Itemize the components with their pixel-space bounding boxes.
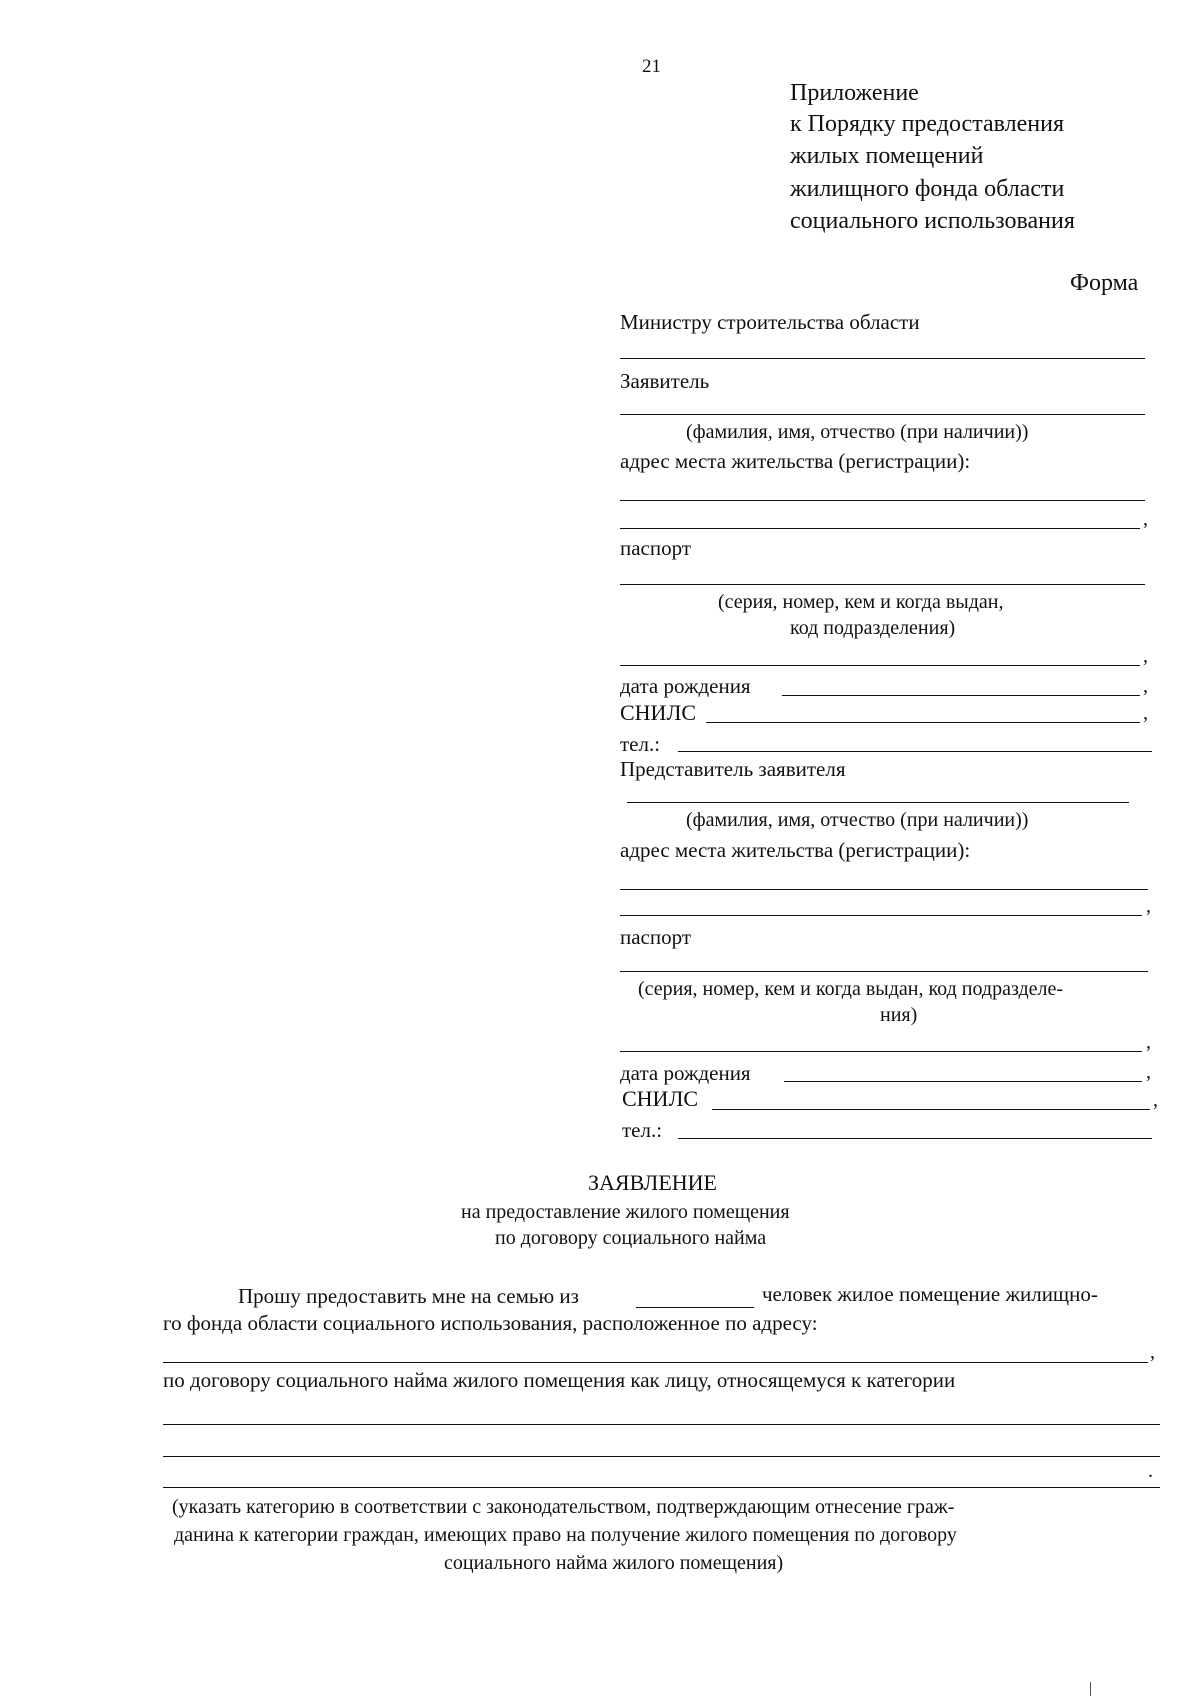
comma: , bbox=[1146, 1031, 1151, 1053]
applicant-phone-line bbox=[678, 751, 1152, 752]
comma: , bbox=[1143, 645, 1148, 667]
recipient-label: Министру строительства области bbox=[620, 310, 920, 334]
appendix-line: социального использования bbox=[790, 208, 1075, 234]
representative-birth-label: дата рождения bbox=[620, 1061, 751, 1085]
applicant-passport-hint: (серия, номер, кем и когда выдан, bbox=[718, 591, 1004, 613]
applicant-address-line-2 bbox=[620, 528, 1140, 529]
representative-phone-line bbox=[678, 1138, 1152, 1139]
representative-address-line-2 bbox=[620, 915, 1142, 916]
representative-phone-label: тел.: bbox=[622, 1118, 663, 1142]
appendix-line: жилых помещений bbox=[790, 143, 984, 169]
representative-snils-label: СНИЛС bbox=[622, 1086, 699, 1111]
body-line: по договору социального найма жилого помещения как лицу, относящемуся к категории bbox=[163, 1368, 956, 1392]
representative-address-label: адрес места жительства (регистрации): bbox=[620, 838, 971, 862]
applicant-passport-line-2 bbox=[620, 665, 1140, 666]
comma: , bbox=[1143, 702, 1148, 724]
applicant-birth-line bbox=[782, 695, 1140, 696]
category-note: данина к категории граждан, имеющих право на получение жилого помещения по договору bbox=[174, 1524, 957, 1546]
representative-title: Представитель заявителя bbox=[620, 757, 846, 781]
comma: , bbox=[1143, 675, 1148, 697]
body-line: Прошу предоставить мне на семью из bbox=[238, 1284, 579, 1308]
comma: , bbox=[1150, 1341, 1155, 1363]
representative-passport-line bbox=[620, 971, 1148, 972]
comma: , bbox=[1146, 1061, 1151, 1083]
applicant-snils-label: СНИЛС bbox=[620, 700, 697, 725]
applicant-title: Заявитель bbox=[620, 369, 710, 393]
recipient-line bbox=[620, 358, 1145, 359]
category-note: социального найма жилого помещения) bbox=[444, 1552, 784, 1574]
appendix-line: к Порядку предоставления bbox=[790, 111, 1065, 137]
appendix-line: Приложение bbox=[790, 80, 919, 106]
body-line: го фонда области социального использования, расположенное по адресу: bbox=[163, 1311, 818, 1335]
applicant-passport-hint: код подразделения) bbox=[790, 617, 956, 639]
category-note: (указать категорию в соответствии с законодательством, подтверждающим отнесение граж- bbox=[172, 1496, 955, 1518]
representative-snils-line bbox=[712, 1109, 1150, 1110]
applicant-name-hint: (фамилия, имя, отчество (при наличии)) bbox=[686, 421, 1029, 443]
applicant-snils-line bbox=[706, 722, 1140, 723]
representative-name-hint: (фамилия, имя, отчество (при наличии)) bbox=[686, 809, 1029, 831]
representative-birth-line bbox=[784, 1081, 1142, 1082]
applicant-birth-label: дата рождения bbox=[620, 674, 751, 698]
form-label: Форма bbox=[1070, 270, 1139, 296]
scan-mark bbox=[1090, 1682, 1091, 1696]
comma: , bbox=[1143, 508, 1148, 530]
category-line-2 bbox=[163, 1456, 1160, 1457]
representative-name-line bbox=[627, 802, 1129, 803]
category-line-3 bbox=[163, 1487, 1160, 1488]
comma: , bbox=[1153, 1089, 1158, 1111]
category-line-1 bbox=[163, 1424, 1160, 1425]
representative-passport-hint: ния) bbox=[880, 1004, 918, 1026]
comma: , bbox=[1146, 895, 1151, 917]
applicant-passport-line bbox=[620, 584, 1145, 585]
statement-subtitle: на предоставление жилого помещения bbox=[461, 1201, 790, 1223]
applicant-name-line bbox=[620, 414, 1145, 415]
representative-passport-hint: (серия, номер, кем и когда выдан, код подразделе- bbox=[638, 978, 1064, 1000]
statement-subtitle: по договору социального найма bbox=[495, 1227, 767, 1249]
family-size-line bbox=[636, 1307, 754, 1308]
applicant-passport-label: паспорт bbox=[620, 536, 692, 560]
representative-passport-line-2 bbox=[620, 1051, 1142, 1052]
body-line: человек жилое помещение жилищно- bbox=[762, 1282, 1098, 1306]
representative-address-line-1 bbox=[620, 889, 1148, 890]
representative-passport-label: паспорт bbox=[620, 925, 692, 949]
applicant-address-label: адрес места жительства (регистрации): bbox=[620, 449, 971, 473]
applicant-address-line-1 bbox=[620, 500, 1145, 501]
address-line bbox=[163, 1362, 1148, 1363]
appendix-line: жилищного фонда области bbox=[790, 176, 1065, 202]
statement-title: ЗАЯВЛЕНИЕ bbox=[588, 1170, 717, 1195]
period: . bbox=[1148, 1460, 1153, 1482]
page-number: 21 bbox=[642, 56, 661, 77]
applicant-phone-label: тел.: bbox=[620, 732, 661, 756]
